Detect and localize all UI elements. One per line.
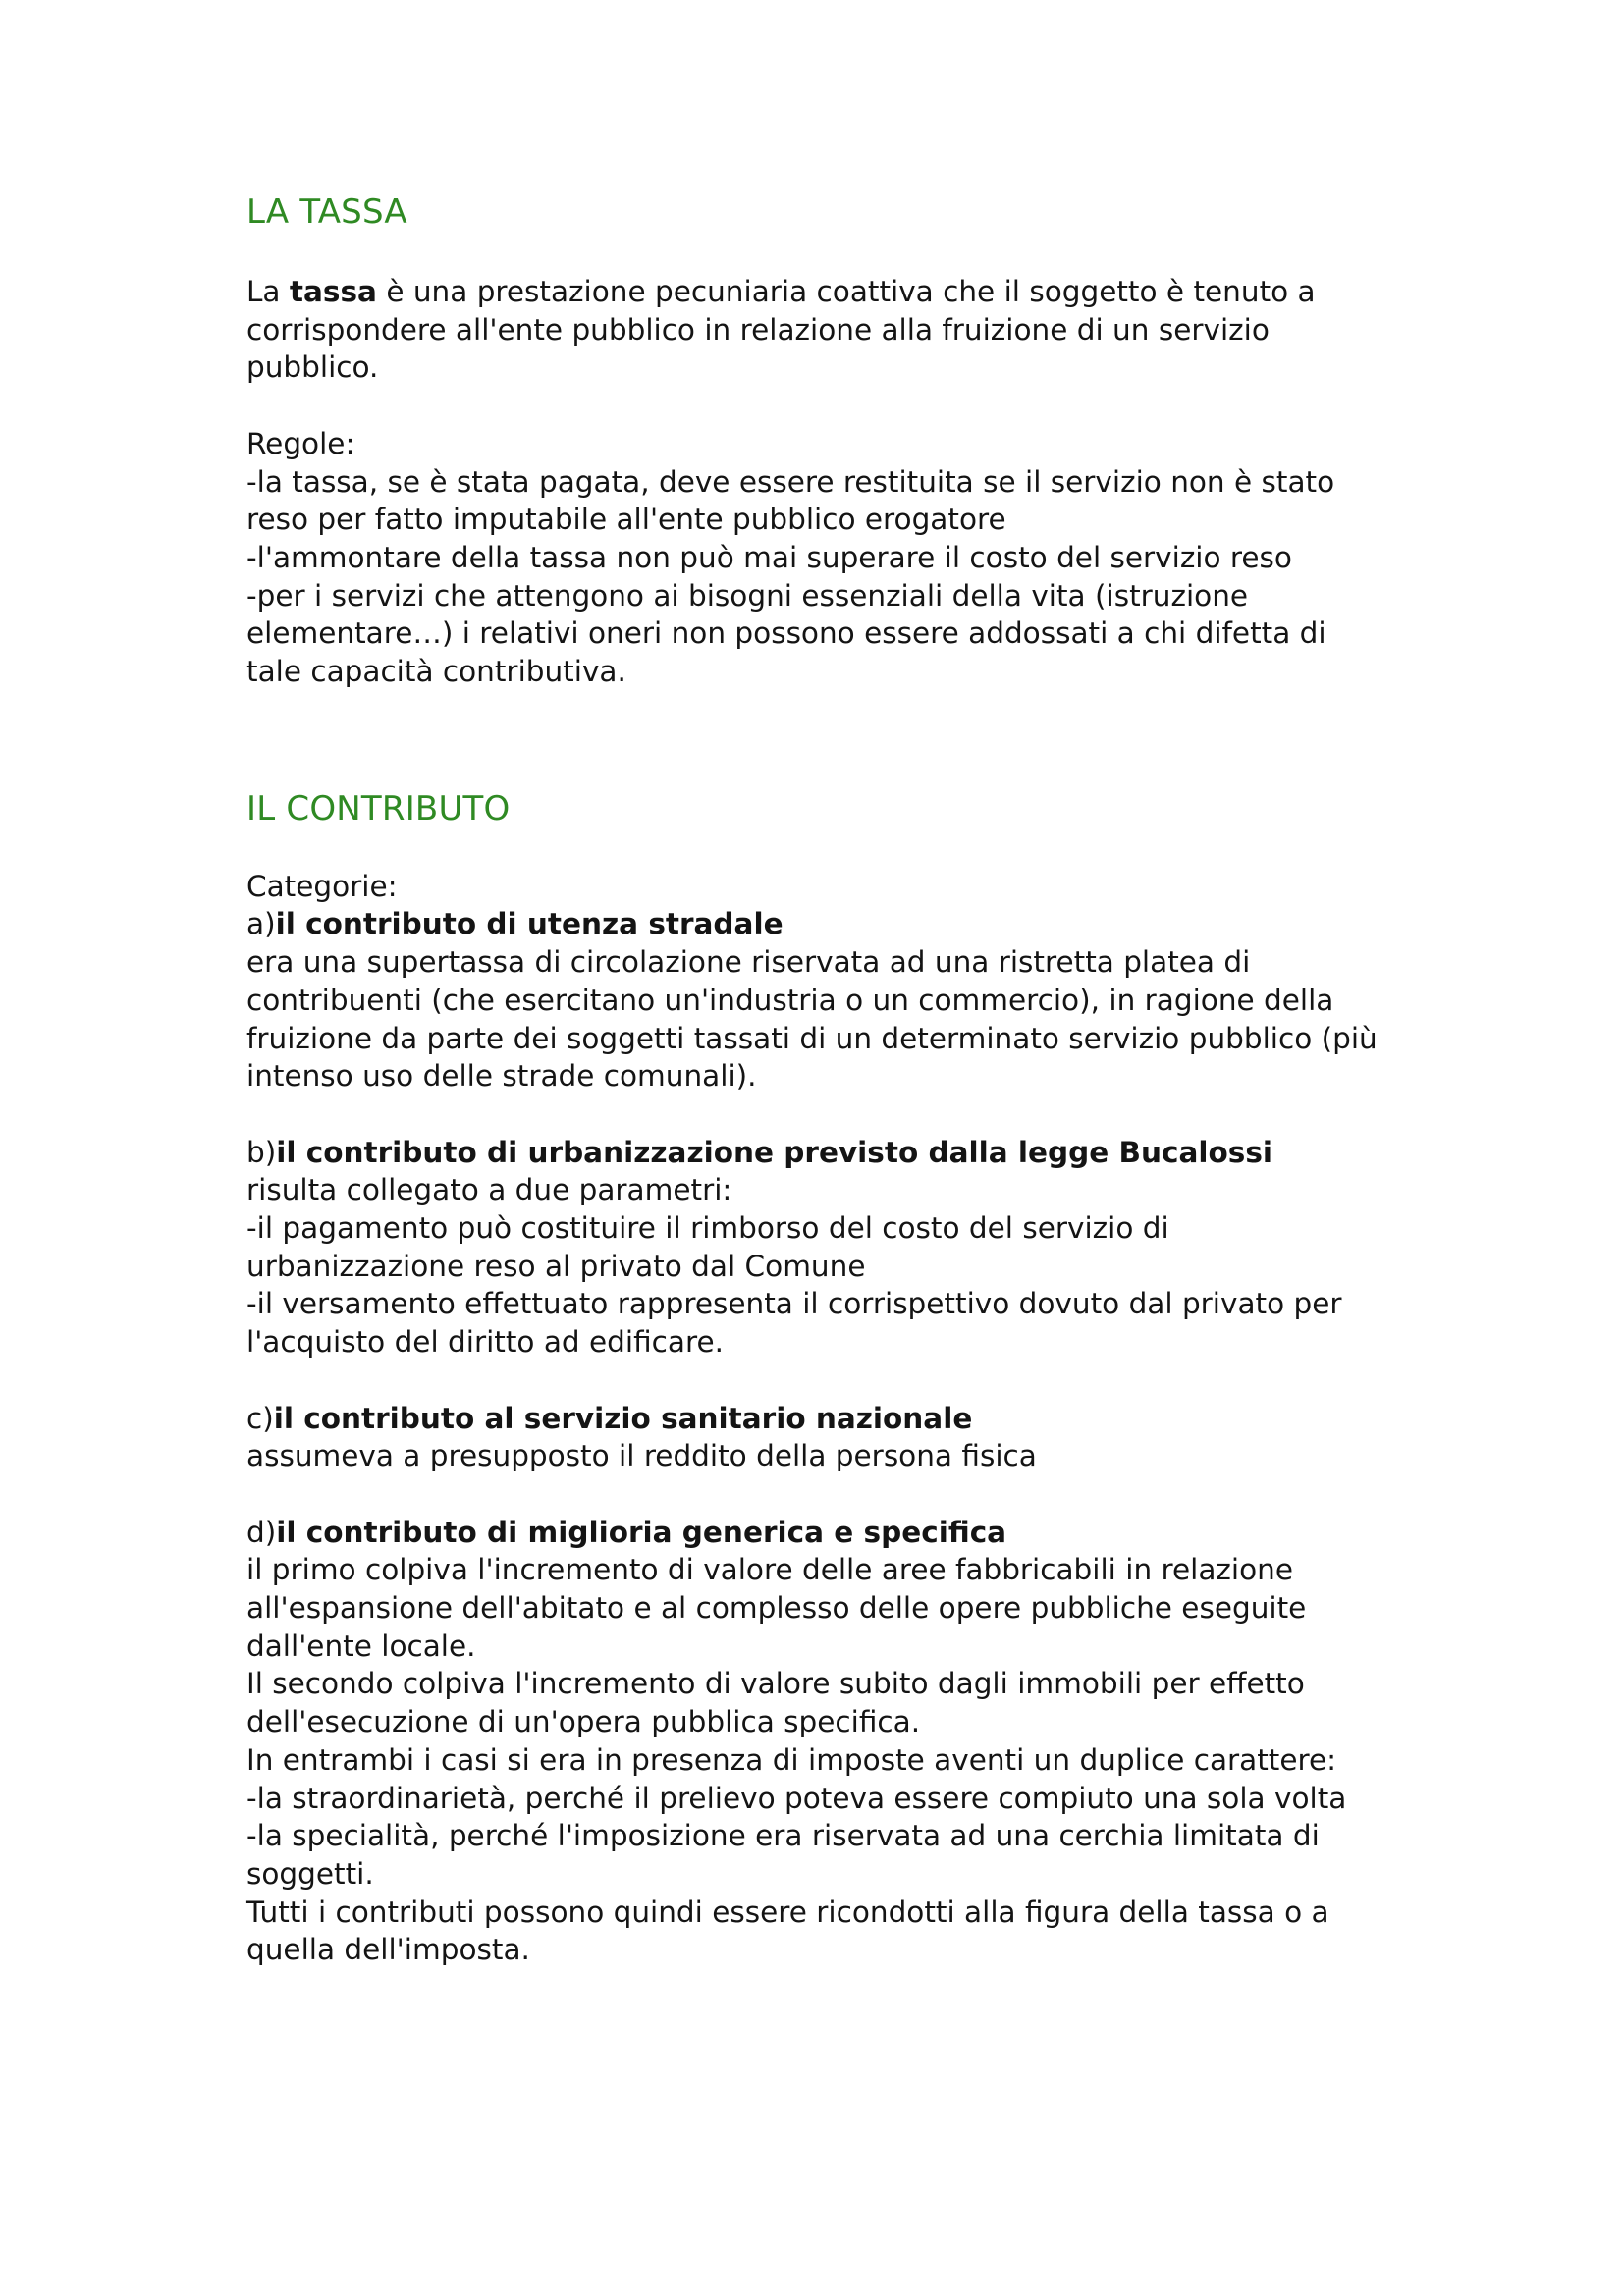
category-c-title: c)il contributo al servizio sanitario nazionale [246, 1401, 973, 1435]
paragraph-line: risulta collegato a due parametri: [246, 1173, 732, 1207]
paragraph-line: l'acquisto del diritto ad edificare. [246, 1325, 724, 1360]
paragraph-line: urbanizzazione reso al privato dal Comune [246, 1249, 866, 1283]
paragraph-line: Tutti i contributi possono quindi essere ricondotti alla figura della tassa o a [246, 1895, 1329, 1929]
category-c-paragraph [246, 1400, 1464, 1475]
document-page [246, 192, 1464, 1969]
rules-label: Regole: [246, 426, 355, 460]
paragraph-line: assumeva a presupposto il reddito della persona fisica [246, 1439, 1037, 1473]
rules-paragraph [246, 425, 1464, 691]
paragraph-line: In entrambi i casi si era in presenza di imposte aventi un duplice carattere: [246, 1742, 1337, 1777]
category-a-title: a)il contributo di utenza stradale [246, 907, 784, 941]
paragraph-line: pubblico. [246, 350, 379, 385]
paragraph-line: il primo colpiva l'incremento di valore delle aree fabbricabili in relazione [246, 1553, 1293, 1587]
bold-term-tassa: tassa [289, 275, 377, 308]
paragraph-line: all'espansione dell'abitato e al complesso delle opere pubbliche eseguite [246, 1591, 1307, 1626]
paragraph-line: -l'ammontare della tassa non può mai superare il costo del servizio reso [246, 540, 1292, 574]
section-title-il-contributo: IL CONTRIBUTO [246, 788, 511, 828]
paragraph-line: quella dell'imposta. [246, 1933, 530, 1967]
paragraph-line: tale capacità contributiva. [246, 655, 626, 689]
category-b-title: b)il contributo di urbanizzazione previsto dalla legge Bucalossi [246, 1135, 1273, 1169]
paragraph-line: contribuenti (che esercitano un'industria o un commercio), in ragione della [246, 983, 1334, 1017]
paragraph-line: La tassa è una prestazione pecuniaria coattiva che il soggetto è tenuto a [246, 275, 1316, 308]
paragraph-line: dall'ente locale. [246, 1629, 476, 1663]
paragraph-line: Il secondo colpiva l'incremento di valore subito dagli immobili per effetto [246, 1667, 1305, 1701]
category-b-paragraph [246, 1134, 1464, 1362]
paragraph-line: era una supertassa di circolazione riservata ad una ristretta platea di [246, 945, 1251, 980]
paragraph-line: elementare…) i relativi oneri non possono essere addossati a chi difetta di [246, 616, 1326, 651]
paragraph-line: intenso uso delle strade comunali). [246, 1059, 757, 1094]
paragraph-line: -il versamento effettuato rappresenta il corrispettivo dovuto dal privato per [246, 1287, 1342, 1321]
tassa-definition-paragraph [246, 273, 1464, 387]
categories-paragraph [246, 868, 1464, 1095]
categories-label: Categorie: [246, 869, 398, 903]
paragraph-line: -per i servizi che attengono ai bisogni essenziali della vita (istruzione [246, 578, 1249, 613]
paragraph-line: reso per fatto imputabile all'ente pubblico erogatore [246, 503, 1006, 537]
paragraph-line: -la specialità, perché l'imposizione era riservata ad una cerchia limitata di [246, 1819, 1320, 1853]
category-d-title: d)il contributo di miglioria generica e specifica [246, 1515, 1007, 1549]
category-d-paragraph [246, 1514, 1464, 1969]
paragraph-line: dell'esecuzione di un'opera pubblica specifica. [246, 1705, 921, 1739]
paragraph-line: -la straordinarietà, perché il prelievo poteva essere compiuto una sola volta [246, 1781, 1347, 1815]
paragraph-line: corrispondere all'ente pubblico in relazione alla fruizione di un servizio [246, 312, 1270, 347]
paragraph-line: -la tassa, se è stata pagata, deve essere restituita se il servizio non è stato [246, 464, 1335, 499]
paragraph-line: -il pagamento può costituire il rimborso del costo del servizio di [246, 1211, 1169, 1246]
section-title-la-tassa: LA TASSA [246, 192, 407, 232]
paragraph-line: fruizione da parte dei soggetti tassati di un determinato servizio pubblico (più [246, 1021, 1378, 1055]
paragraph-line: soggetti. [246, 1856, 374, 1891]
